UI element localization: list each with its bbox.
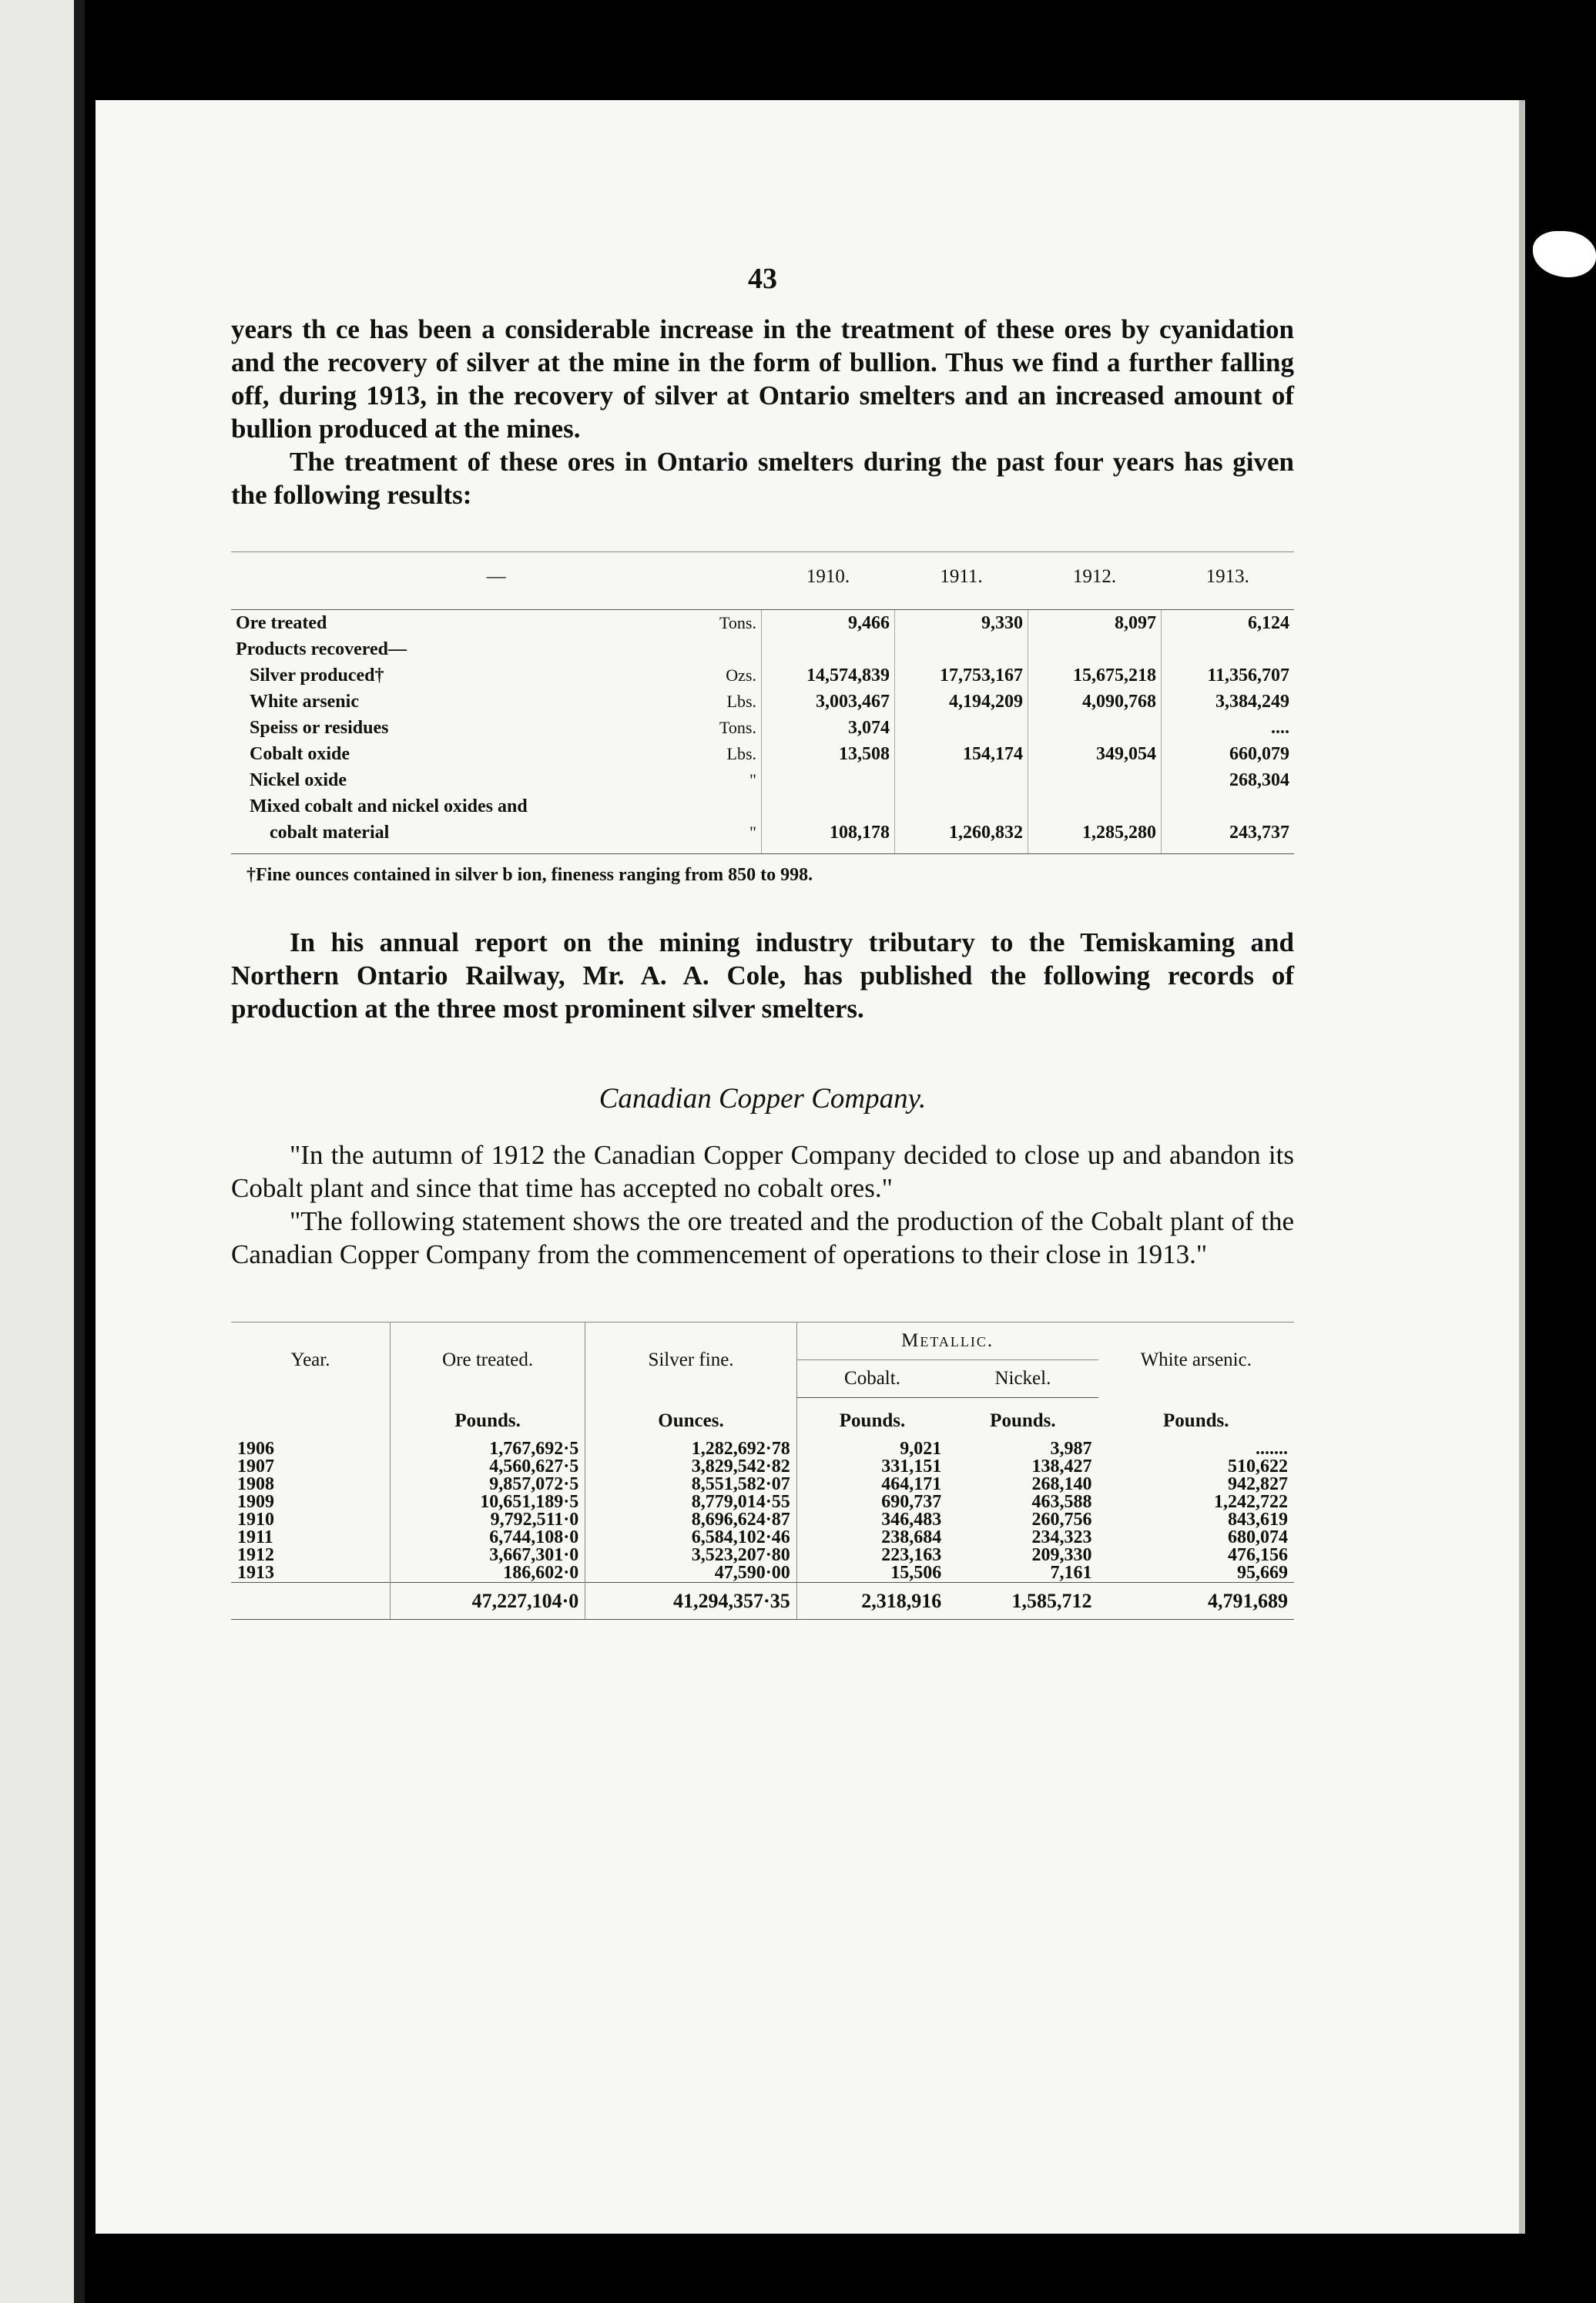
cell-year: 1906 [237, 1439, 274, 1459]
cell-cobalt: 223,163 [796, 1547, 947, 1564]
page-number: 43 [748, 263, 777, 295]
page-gutter [74, 0, 85, 2303]
row-unit: " [749, 770, 756, 789]
row-unit: Ozs. [726, 665, 756, 685]
row-unit: Lbs. [726, 744, 756, 763]
paragraph-3: In his annual report on the mining industry tributary to the Temiskaming and Northern Ontario Railway, Mr. A. A. Cole, has published the following records of production at the three most prominent silver smelters. [231, 927, 1294, 1024]
cell-1910: 3,003,467 [762, 689, 895, 715]
cell-1913: 11,356,707 [1162, 662, 1295, 689]
table1-header-1911: 1911. [895, 552, 1028, 610]
cell-1913: 3,384,249 [1162, 689, 1295, 715]
table-row [231, 741, 1294, 767]
row-label: Products recovered— [236, 639, 407, 659]
paragraph-2: The treatment of these ores in Ontario smelters during the past four years has given the following results: [231, 447, 1294, 510]
unit-year-blank [231, 1398, 391, 1441]
row-label: cobalt material [231, 820, 690, 854]
cell-cobalt: 238,684 [796, 1529, 947, 1547]
table-row [231, 1458, 1294, 1476]
smelter-results-table [231, 551, 1294, 854]
cell-1911: 154,174 [895, 741, 1028, 767]
page-content [231, 262, 1294, 1620]
cell-year: 1908 [237, 1474, 274, 1494]
row-label: Speiss or residues [250, 718, 389, 738]
table-row [231, 1511, 1294, 1529]
table-row [231, 767, 1294, 793]
row-unit [690, 793, 762, 820]
unit-nickel: Pounds. [990, 1410, 1056, 1431]
cell-1910 [762, 793, 895, 820]
cell-1913: 6,124 [1162, 610, 1295, 637]
header-metallic: Metallic. [796, 1322, 1098, 1360]
cell-1910: 9,466 [762, 610, 895, 637]
cell-cobalt: 690,737 [796, 1493, 947, 1511]
total-year-blank [231, 1583, 391, 1620]
totals-row [231, 1583, 1294, 1620]
cell-nickel: 463,588 [1031, 1492, 1092, 1512]
cell-year: 1913 [237, 1563, 274, 1583]
row-unit: Lbs. [726, 692, 756, 711]
cell-1911 [895, 715, 1028, 741]
total-ore: 47,227,104·0 [391, 1583, 585, 1620]
table-row [231, 636, 1294, 662]
header-nickel: Nickel. [947, 1360, 1098, 1398]
cell-arsenic: 95,669 [1237, 1563, 1288, 1583]
cell-1910 [762, 636, 895, 662]
row-unit: Tons. [719, 613, 756, 632]
cell-ore: 9,792,511·0 [391, 1511, 585, 1529]
cell-ore: 3,667,301·0 [391, 1547, 585, 1564]
cell-silver: 3,829,542·82 [585, 1458, 796, 1476]
row-unit: " [690, 820, 762, 854]
row-label: Cobalt oxide [250, 744, 350, 764]
table-row [231, 689, 1294, 715]
paragraph-5: "The following statement shows the ore treated and the production of the Cobalt plant of the Canadian Copper Company from the commencement of operations to their close in 1913." [231, 1206, 1294, 1269]
cell-ore: 6,744,108·0 [391, 1529, 585, 1547]
table-footnote: †Fine ounces contained in silver b ion, fineness ranging from 850 to 998. [246, 865, 813, 885]
cell-ore: 186,602·0 [391, 1564, 585, 1583]
cell-1912 [1028, 715, 1162, 741]
cell-arsenic: 680,074 [1228, 1527, 1288, 1547]
table-row [231, 1564, 1294, 1583]
header-silver-fine: Silver fine. [585, 1322, 796, 1398]
table1-header-blank: — [231, 552, 762, 610]
paragraph-1: years th ce has been a considerable increase in the treatment of these ores by cyanidation and the recovery of silver at the mine in the form of bullion. Thus we find a further falling off, during 1913, in the recovery of silver at Ontario smelters and an increased amount of bullion produced at the mines. [231, 314, 1294, 444]
cell-arsenic: 476,156 [1228, 1545, 1288, 1565]
cell-1912 [1028, 636, 1162, 662]
row-label: White arsenic [250, 692, 359, 712]
cell-silver: 6,584,102·46 [585, 1529, 796, 1547]
cell-cobalt: 9,021 [796, 1440, 947, 1458]
cell-nickel: 234,323 [1031, 1527, 1092, 1547]
cell-arsenic: ....... [1256, 1439, 1288, 1459]
cell-year: 1911 [237, 1527, 273, 1547]
row-label: Mixed cobalt and nickel oxides and [250, 796, 528, 816]
unit-cobalt: Pounds. [796, 1398, 947, 1441]
table1-header-1910: 1910. [762, 552, 895, 610]
cell-cobalt: 346,483 [796, 1511, 947, 1529]
table1-header-1912: 1912. [1028, 552, 1162, 610]
total-silver: 41,294,357·35 [585, 1583, 796, 1620]
paragraph-4: "In the autumn of 1912 the Canadian Copper Company decided to close up and abandon its Cobalt plant and since that time has accepted no cobalt ores." [231, 1140, 1294, 1203]
cell-silver: 8,696,624·87 [585, 1511, 796, 1529]
cell-1912: 15,675,218 [1028, 662, 1162, 689]
production-table [231, 1322, 1294, 1620]
table-row [231, 1440, 1294, 1458]
page-right-edge [1519, 100, 1525, 2234]
section-heading: Canadian Copper Company. [598, 1083, 927, 1115]
cell-year: 1907 [237, 1457, 274, 1477]
cell-1910: 13,508 [762, 741, 895, 767]
table-row [231, 793, 1294, 820]
cell-1910: 108,178 [762, 820, 895, 854]
cell-1912: 4,090,768 [1028, 689, 1162, 715]
total-cobalt: 2,318,916 [796, 1583, 947, 1620]
unit-ore: Pounds. [391, 1398, 585, 1441]
row-unit: Tons. [719, 718, 756, 737]
cell-nickel: 7,161 [1050, 1563, 1092, 1583]
table-row [231, 715, 1294, 741]
cell-cobalt: 464,171 [796, 1476, 947, 1493]
unit-silver: Ounces. [585, 1398, 796, 1441]
cell-silver: 8,551,582·07 [585, 1476, 796, 1493]
cell-1911 [895, 636, 1028, 662]
cell-silver: 1,282,692·78 [585, 1440, 796, 1458]
cell-cobalt: 331,151 [796, 1458, 947, 1476]
cell-cobalt: 15,506 [796, 1564, 947, 1583]
table-row [231, 610, 1294, 637]
cell-1912: 1,285,280 [1028, 820, 1162, 854]
cell-year: 1910 [237, 1510, 274, 1530]
cell-ore: 1,767,692·5 [391, 1440, 585, 1458]
header-ore-treated: Ore treated. [391, 1322, 585, 1398]
cell-1913: 268,304 [1162, 767, 1295, 793]
cell-1911 [895, 793, 1028, 820]
cell-silver: 47,590·00 [585, 1564, 796, 1583]
row-label: Nickel oxide [250, 770, 347, 790]
unit-arsenic: Pounds. [1163, 1410, 1229, 1431]
cell-1911: 4,194,209 [895, 689, 1028, 715]
cell-ore: 10,651,189·5 [391, 1493, 585, 1511]
cell-nickel: 3,987 [1050, 1439, 1092, 1459]
cell-arsenic: 510,622 [1228, 1457, 1288, 1477]
cell-1910 [762, 767, 895, 793]
cell-1911: 1,260,832 [895, 820, 1028, 854]
cell-1913: 243,737 [1162, 820, 1295, 854]
cell-1910: 3,074 [762, 715, 895, 741]
cell-ore: 9,857,072·5 [391, 1476, 585, 1493]
header-white-arsenic: White arsenic. [1098, 1322, 1294, 1398]
scan-artifact [1533, 231, 1596, 277]
adjacent-page-edge [0, 0, 74, 2303]
table-row [231, 1476, 1294, 1493]
row-label: Ore treated [236, 613, 327, 633]
cell-arsenic: 1,242,722 [1214, 1492, 1288, 1512]
cell-ore: 4,560,627·5 [391, 1458, 585, 1476]
cell-silver: 8,779,014·55 [585, 1493, 796, 1511]
cell-nickel: 260,756 [1031, 1510, 1092, 1530]
cell-silver: 3,523,207·80 [585, 1547, 796, 1564]
cell-1912: 349,054 [1028, 741, 1162, 767]
cell-1911 [895, 767, 1028, 793]
row-unit [690, 636, 762, 662]
cell-1911: 17,753,167 [895, 662, 1028, 689]
cell-1911: 9,330 [895, 610, 1028, 637]
total-arsenic: 4,791,689 [1098, 1583, 1294, 1620]
header-year: Year. [231, 1322, 391, 1398]
table-row [231, 1547, 1294, 1564]
row-label: Silver produced† [250, 665, 384, 686]
units-row [231, 1398, 1294, 1441]
table1-header-1913: 1913. [1162, 552, 1295, 610]
cell-1913 [1162, 636, 1295, 662]
cell-year: 1912 [237, 1545, 274, 1565]
cell-1913 [1162, 793, 1295, 820]
cell-1913: .... [1162, 715, 1295, 741]
cell-1913: 660,079 [1162, 741, 1295, 767]
cell-nickel: 209,330 [1031, 1545, 1092, 1565]
table-row [231, 1529, 1294, 1547]
header-cobalt: Cobalt. [796, 1360, 947, 1398]
cell-arsenic: 843,619 [1228, 1510, 1288, 1530]
cell-year: 1909 [237, 1492, 274, 1512]
cell-1912 [1028, 767, 1162, 793]
cell-nickel: 268,140 [1031, 1474, 1092, 1494]
cell-1912 [1028, 793, 1162, 820]
cell-arsenic: 942,827 [1228, 1474, 1288, 1494]
table-row [231, 820, 1294, 854]
cell-1912: 8,097 [1028, 610, 1162, 637]
cell-nickel: 138,427 [1031, 1457, 1092, 1477]
table-row [231, 1493, 1294, 1511]
cell-1910: 14,574,839 [762, 662, 895, 689]
total-nickel: 1,585,712 [947, 1583, 1098, 1620]
table-row [231, 662, 1294, 689]
